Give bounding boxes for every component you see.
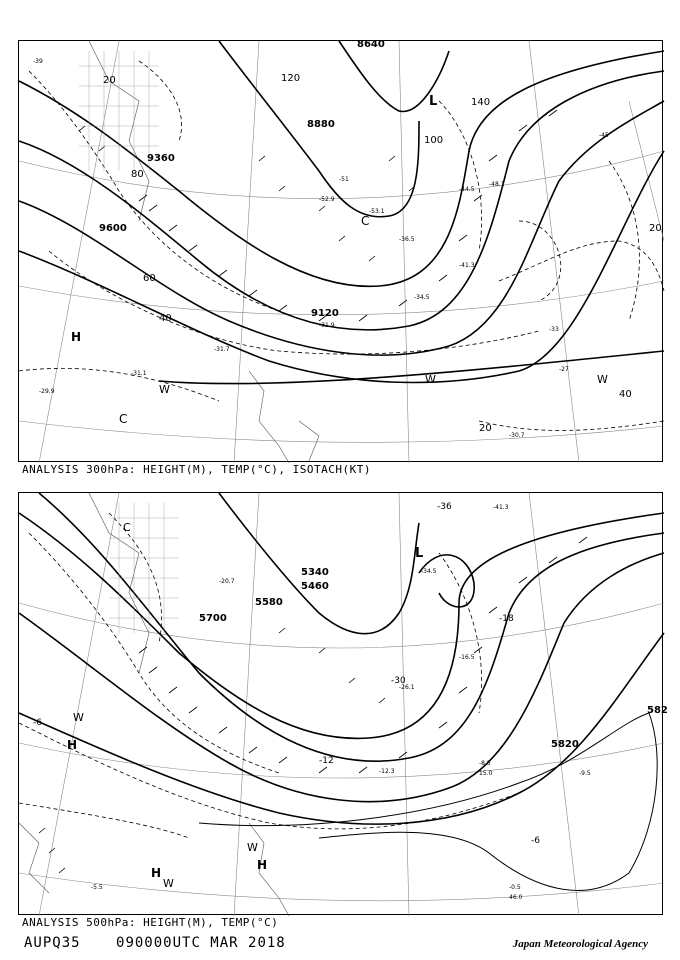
isotach-label: 40 [619, 389, 632, 400]
hatched-area [109, 503, 179, 633]
station-value: -52.9 [319, 196, 335, 203]
isotach-label: 20 [649, 223, 662, 234]
low-center: L [429, 94, 438, 109]
height-label: 5460 [301, 581, 329, 592]
cold-center: C [119, 412, 128, 426]
station-value: -0.5 [509, 884, 521, 891]
warm-center: W [163, 877, 174, 890]
temp-label: -36 [437, 502, 452, 512]
outer-contour [199, 713, 657, 890]
station-value: 15.0 [479, 770, 493, 777]
station-value: -30.7 [509, 432, 525, 439]
graticule [19, 41, 664, 463]
high-center: H [67, 738, 78, 752]
isotach-label: 40 [159, 313, 172, 324]
station-value: -29.9 [39, 388, 55, 395]
height-contours [19, 41, 664, 384]
station-value: 46.0 [509, 894, 523, 901]
chart-500hpa [18, 492, 668, 915]
station-value: -16.5 [459, 654, 475, 661]
isotach-label: 80 [131, 169, 144, 180]
station-value: -20.7 [219, 578, 235, 585]
height-contours [19, 493, 664, 824]
station-value: -31.1 [131, 370, 147, 377]
station-value: -31.9 [319, 322, 335, 329]
height-label: 582 [647, 705, 668, 716]
warm-center: W [73, 711, 84, 724]
graticule [19, 493, 664, 916]
station-value: -5.5 [91, 884, 103, 891]
station-value: -53.1 [369, 208, 385, 215]
warm-center: W [425, 373, 436, 386]
temp-label: -51 [339, 176, 349, 183]
chart-300hpa [18, 40, 663, 462]
temp-label: -30 [391, 676, 406, 686]
coastline [89, 41, 319, 463]
height-label: 8880 [307, 119, 335, 130]
station-value: -12.3 [379, 768, 395, 775]
temp-label: -6 [33, 718, 42, 728]
isotach-label: 20 [103, 75, 116, 86]
temp-label: -45 [599, 132, 609, 139]
station-value: -34.5 [414, 294, 430, 301]
product-line [24, 935, 286, 951]
low-center: L [415, 546, 424, 561]
isotach-label: 20 [479, 423, 492, 434]
cold-center: C [361, 214, 370, 228]
station-value: -36.5 [399, 236, 415, 243]
isotach-label: 120 [281, 73, 301, 84]
chart-500hpa-svg [19, 493, 668, 916]
temp-label: -33 [549, 326, 559, 333]
height-label: 5340 [301, 567, 329, 578]
temp-label: -6 [531, 836, 540, 846]
caption-500hpa: ANALYSIS 500hPa: HEIGHT(M), TEMP(°C) [22, 916, 279, 929]
temp-label: -18 [499, 614, 514, 624]
station-value: -26.1 [399, 684, 415, 691]
warm-center: W [247, 841, 258, 854]
isotherms [19, 61, 664, 430]
station-value: -8.5 [479, 760, 491, 767]
height-label: 9600 [99, 223, 127, 234]
isotach-label: 60 [143, 273, 156, 284]
high-center: H [257, 858, 268, 872]
cold-center: C [123, 521, 131, 534]
isotach-label: 140 [471, 97, 491, 108]
station-value: -48.1 [489, 181, 505, 188]
height-label: 9360 [147, 153, 175, 164]
product-code: AUPQ35 [24, 935, 81, 951]
chart-300hpa-svg [19, 41, 664, 463]
warm-center: W [597, 373, 608, 386]
station-value: -9.5 [579, 770, 591, 777]
high-center: H [151, 866, 162, 880]
height-label: 8640 [357, 39, 385, 50]
high-center: H [71, 330, 82, 344]
temp-label: -27 [559, 366, 569, 373]
valid-time: 090000UTC MAR 2018 [116, 935, 286, 951]
caption-300hpa: ANALYSIS 300hPa: HEIGHT(M), TEMP(°C), ISOTACH(KT) [22, 463, 372, 476]
station-value: -34.5 [421, 568, 437, 575]
height-label: 5820 [551, 739, 579, 750]
height-label: 9120 [311, 308, 339, 319]
temp-label: -39 [33, 58, 43, 65]
height-label: 5700 [199, 613, 227, 624]
station-value: -44.5 [459, 186, 475, 193]
station-value: -31.7 [214, 346, 230, 353]
isotach-label: 100 [424, 135, 444, 146]
wind-barbs [79, 110, 557, 321]
warm-center: W [159, 383, 170, 396]
station-value: -41.3 [459, 262, 475, 269]
temp-label: -12 [319, 756, 334, 766]
agency-name: Japan Meteorological Agency [512, 938, 648, 950]
height-label: 5580 [255, 597, 283, 608]
station-value: -41.3 [493, 504, 509, 511]
